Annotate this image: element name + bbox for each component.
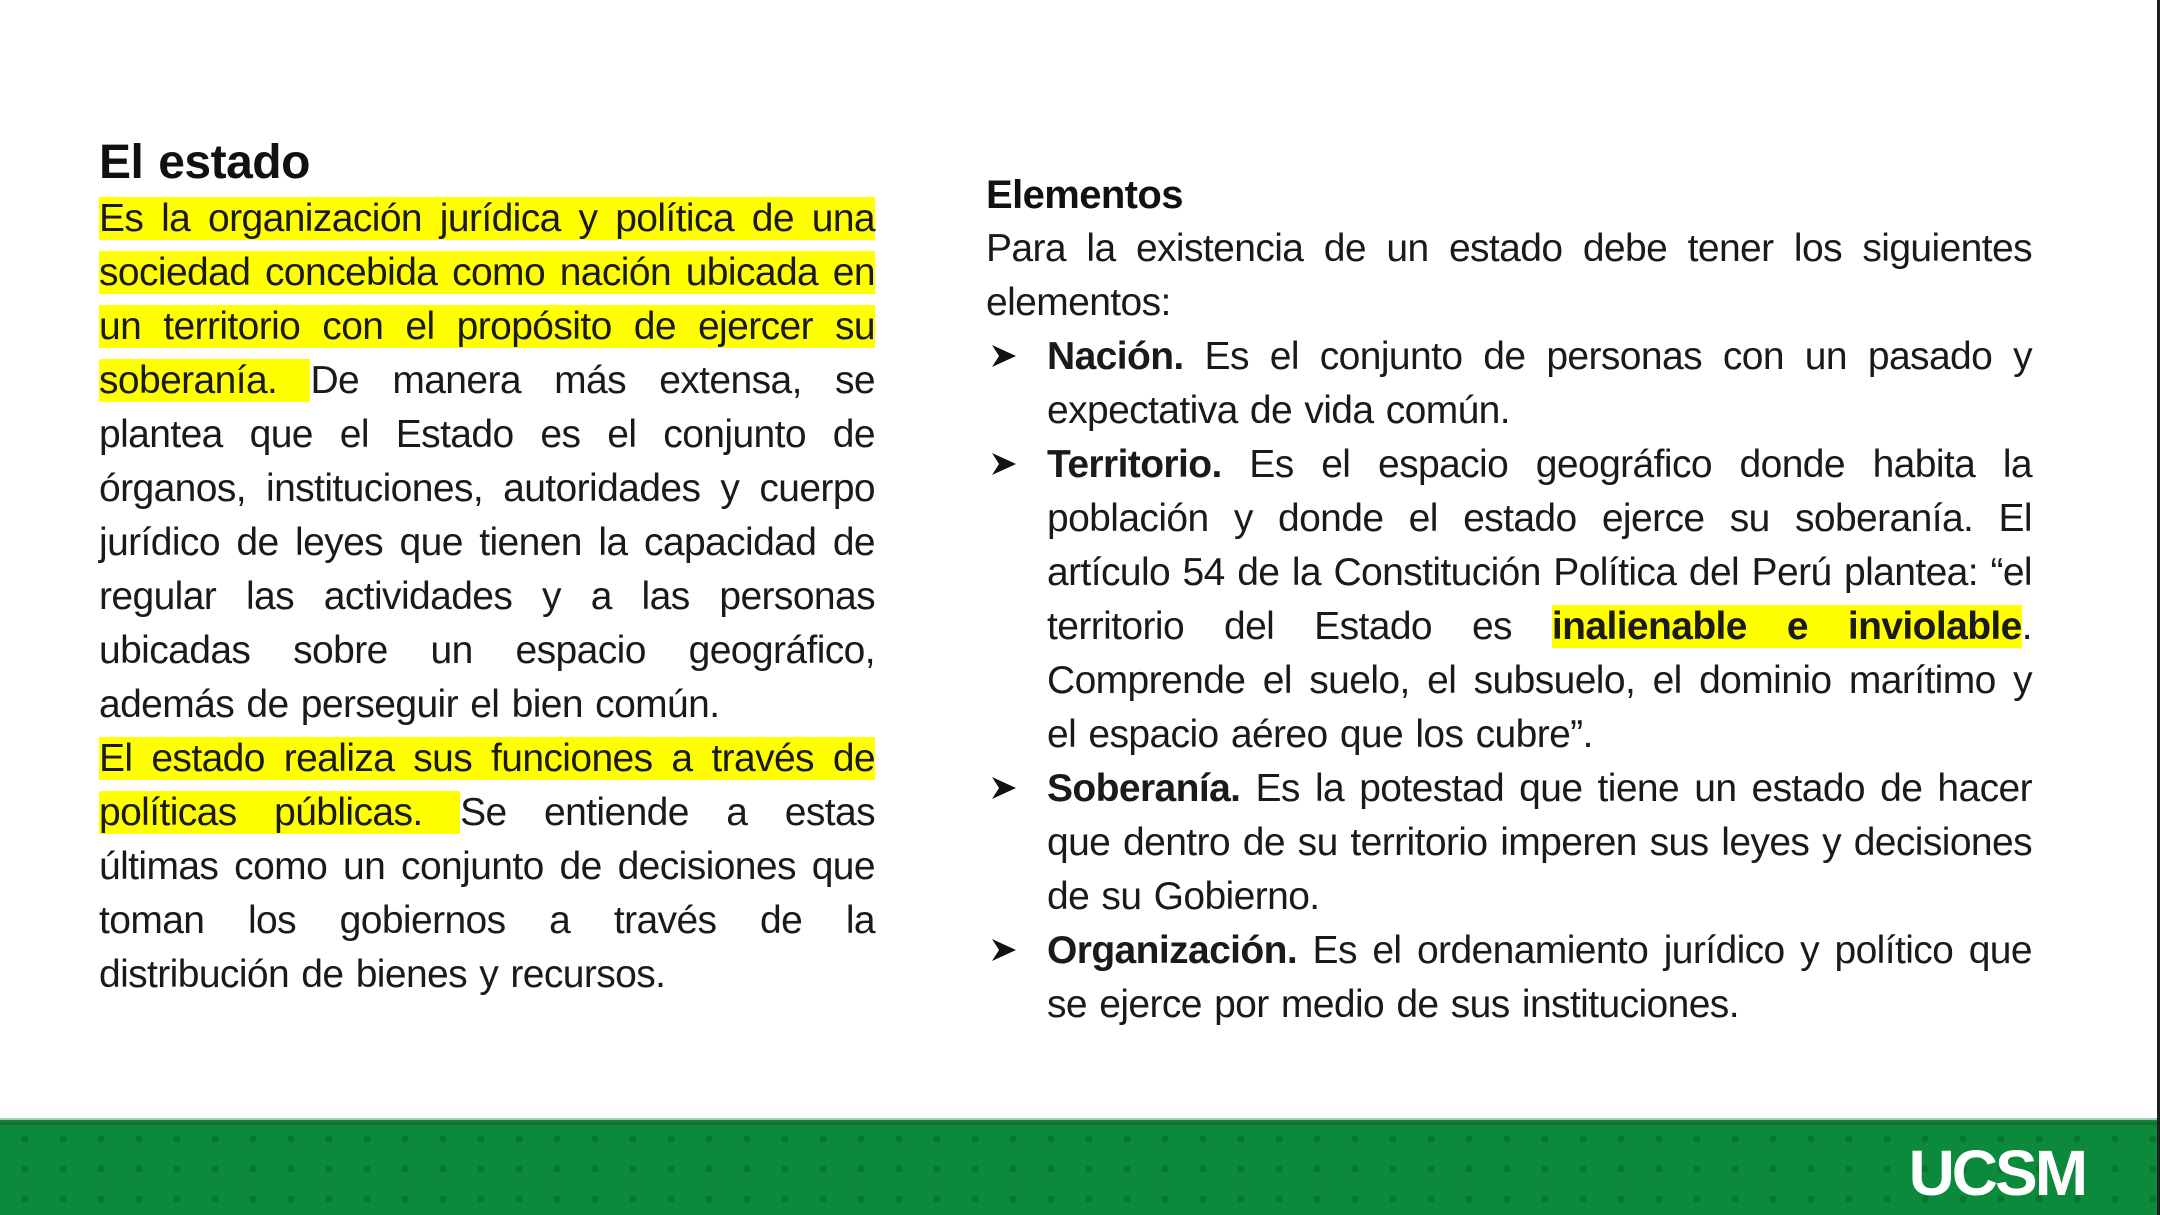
functions-explanation: Se entiende a estas últimas como un conjunto de decisiones que toman los gobiernos a través de la distribución de bienes y recursos. (99, 791, 875, 996)
highlight-inalienable: inalienable e inviolable (1551, 605, 2022, 648)
term-nacion: Nación. (1047, 335, 1184, 378)
term-territorio: Territorio. (1047, 443, 1222, 486)
desc-soberania: Es la potestad que tiene un estado de hacer que dentro de su territorio imperen sus leyes y decisiones de su Gobierno. (1047, 767, 2032, 918)
section-title-elementos: Elementos (986, 173, 1183, 217)
left-column (99, 134, 875, 1002)
definition-extension: De manera más extensa, se plantea que el Estado es el conjunto de órganos, instituciones, autoridades y cuerpo jurídico de leyes que tienen la capacidad de regular las actividades y a las personas ubicadas sobre un espacio geográfico, además de perseguir el bien común. (99, 359, 875, 726)
footer-band (0, 1118, 2160, 1215)
arrow-bullet-icon (990, 342, 1018, 370)
list-item-nacion (986, 330, 2032, 438)
list-item-territorio (986, 438, 2032, 762)
definition-paragraph (99, 192, 875, 732)
term-organizacion: Organización. (1047, 929, 1298, 972)
functions-paragraph (99, 732, 875, 1002)
desc-territorio-before: Es el espacio geográfico donde habita la población y donde el estado ejerce su soberanía. El artículo 54 de la Constitución Política del Perú plantea: “el territorio del Estado es (1047, 443, 2032, 648)
list-item-soberania (986, 762, 2032, 924)
desc-territorio-after: . Comprende el suelo, el subsuelo, el dominio marítimo y el espacio aéreo que los cubre”. (1047, 605, 2032, 756)
arrow-bullet-icon (990, 450, 1018, 478)
arrow-bullet-icon (990, 774, 1018, 802)
footer-divider-dark (0, 1122, 2160, 1125)
elements-intro: Para la existencia de un estado debe tener los siguientes elementos: (986, 227, 2032, 324)
desc-organizacion: Es el ordenamiento jurídico y político que se ejerce por medio de sus instituciones. (1047, 929, 2032, 1026)
footer-divider (0, 1118, 2160, 1120)
highlighted-definition: Es la organización jurídica y política de una sociedad concebida como nación ubicada en un territorio con el propósito de ejercer su soberanía. (99, 197, 875, 402)
term-soberania: Soberanía. (1047, 767, 1241, 810)
right-column (986, 168, 2032, 1032)
desc-nacion: Es el conjunto de personas con un pasado y expectativa de vida común. (1047, 335, 2032, 432)
list-item-organizacion (986, 924, 2032, 1032)
arrow-bullet-icon (990, 936, 1018, 964)
elements-list (986, 330, 2032, 1032)
section-title-el-estado: El estado (99, 136, 310, 189)
ucsm-logo: UCSM (1908, 1137, 2085, 1209)
highlighted-functions: El estado realiza sus funciones a través de políticas públicas. (99, 737, 875, 834)
